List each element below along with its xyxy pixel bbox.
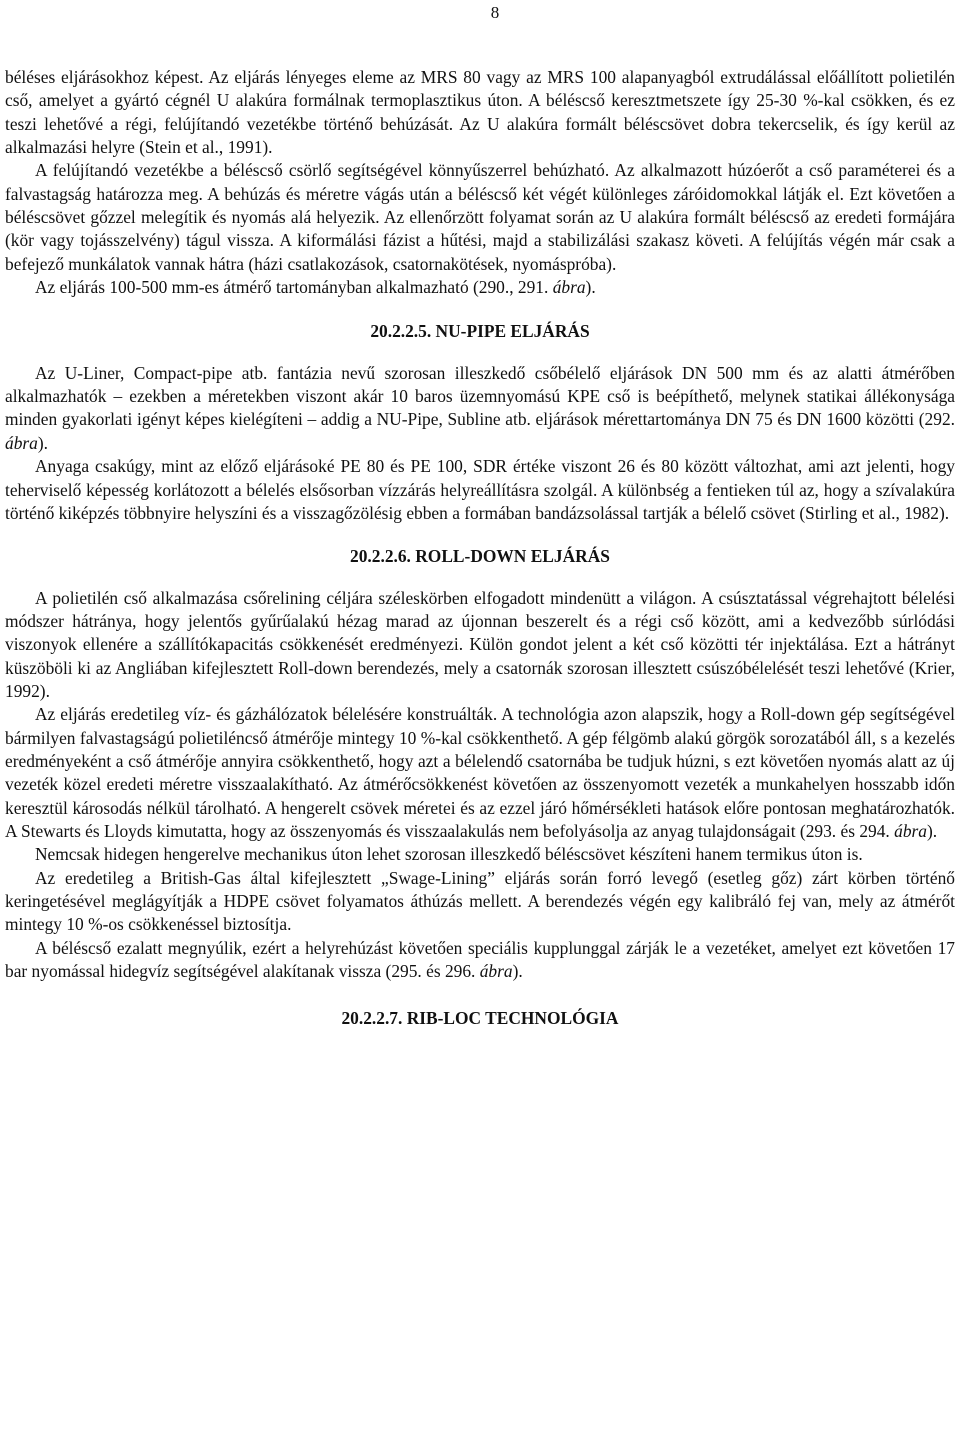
figure-reference: ábra xyxy=(479,961,513,982)
paragraph-text: Az U-Liner, Compact-pipe atb. fantázia nevű szorosan illeszkedő csőbélelő eljárások DN 500 mm és az alatti átmérőben alkalmazhatók – ezekben a méretekben viszont akár 10 baros üzemnyomású KPE cső is beépíthető, melynek statikai állékonysága minden gyakorlati igényt képes kielégíteni – addig a NU-Pipe, Subline atb. eljárások mérettartománya DN 75 és DN 1600 közötti (292. xyxy=(5,362,955,430)
paragraph: A polietilén cső alkalmazása csőrelining céljára széleskörben elfogadott mindenütt a világon. A csúsztatással végrehajtott bélelési módszer hátránya, hogy jelentős gyűrűalakú hézag marad az újonnan beszerelt és a régi cső között, ami a kedvezőbb súrlódási viszonyok ellenére a szállítókapacitás csökkenését eredményezi. Külön gondot jelent a két cső közötti tér injektálása. Ezt a hátrányt küszöböli ki az Angliában kifejlesztett Roll-down berendezés, mely a csatornák szorosan illesztett csúszóbélelését teszi lehetővé (Krier, 1992). xyxy=(5,587,955,701)
section-heading: 20.2.2.6. ROLL-DOWN ELJÁRÁS xyxy=(350,546,610,567)
paragraph xyxy=(5,276,955,299)
paragraph: Az eredetileg a British-Gas által kifejlesztett „Swage-Lining” eljárás során forró levegő (esetleg gőz) zárt körben történő keringetésével meglágyítják a HDPE csövet folyamatos áthúzás mellett. A berendezés végén egy kalibráló fej van, mely az átmérőt mintegy 10 %-os csökkenéssel biztosítja. xyxy=(5,867,955,935)
paragraph xyxy=(5,937,955,984)
paragraph: A felújítandó vezetékbe a béléscső csörlő segítségével könnyűszerrel behúzható. Az alkalmazott húzóerőt a cső paraméterei és a falvastagság határozza meg. A behúzás és méretre vágás után a béléscső két végét különleges záróidomokkal látják el. Ezt követően a béléscsövet gőzzel melegítik és nyomás alá helyezik. Az ellenőrzött folyamat során az U alakúra formált béléscső az eredeti formájára (kör vagy tojásszelvény) tágul vissza. A kiformálási fázist a hűtési, majd a stabilizálási szakasz követi. A felújítás végén már csak a befejező munkálatok vannak hátra (házi csatlakozások, csatornakötések, nyomáspróba). xyxy=(5,160,955,274)
paragraph-text: Az eljárás eredetileg víz- és gázhálózatok bélelésére konstruálták. A technológia azon alapszik, hogy a Roll-down gép segítségével bármilyen falvastagságú polietiléncső átmérője mintegy 10 %-kal csökkenthető. A gép félgömb alakú görgök sorozatából áll, s a kezelés eredményeként a cső átmérője annyira csökkenthető, hogy azt a bélelendő csatornába be tudjuk húzni, s ezt követően nyomás alatt az új vezeték közel eredeti méretre visszaalakítható. Az átmérőcsökkenést követően az összenyomott vezeték a munkahelyen hosszabb időn keresztül károsodás nélkül tárolható. A hengerelt csövek méretei és az ezzel járó hőmérsékleti hatások előre pontosan meghatározhatók. A Stewarts és Lloyds kimutatta, hogy az összenyomás és visszaalakulás nem befolyásolja az anyag tulajdonságait (293. és 294. xyxy=(5,704,955,841)
figure-reference: ábra xyxy=(5,432,38,453)
figure-reference: ábra xyxy=(552,277,586,298)
paragraph: Anyaga csakúgy, mint az előző eljárásoké PE 80 és PE 100, SDR értéke viszont 26 és 80 között változhat, ami azt jelenti, hogy teherviselő képesség korlátozott a bélelés elsősorban vízzárás helyreállításra szolgál. A különbség a fentieken túl az, hogy a szívalakúra történő kiképzés többnyire helyszíni és a visszagőzölésig ebben a formában bandázsolással tartják a bélelő csövet (Stirling et al., 1982). xyxy=(5,456,955,523)
paragraph xyxy=(5,362,955,455)
paragraph: béléses eljárásokhoz képest. Az eljárás lényeges eleme az MRS 80 vagy az MRS 100 alapanyagból extrudálással előállított polietilén cső, amelyet a gyártó cégnél U alakúra formálnak termoplasztikus úton. A béléscső keresztmetszete így 25-30 %-kal csökken, és ez teszi lehetővé a régi, felújítandó vezetékbe történő behúzását. Az U alakúra formált béléscsövet dobra tekercselik, és így kerül az alkalmazási helyre (Stein et al., 1991). xyxy=(5,67,955,158)
paragraph-text: ). xyxy=(585,277,596,298)
paragraph-text: ). xyxy=(512,961,523,982)
document-body xyxy=(5,66,955,1031)
paragraph-text: Az eljárás 100-500 mm-es átmérő tartományban alkalmazható (290., 291. xyxy=(35,277,553,298)
paragraph xyxy=(5,703,955,843)
paragraph-text: ). xyxy=(37,432,48,453)
section-heading: 20.2.2.7. RIB-LOC TECHNOLÓGIA xyxy=(341,1008,619,1029)
paragraph-text: A béléscső ezalatt megnyúlik, ezért a helyrehúzást követően speciális kupplunggal zárják le a vezetéket, amelyet ezt követően 17 bar nyomással hidegvíz segítségével alakítanak vissza (295. és 296. xyxy=(5,937,955,982)
page-number: 8 xyxy=(490,3,500,22)
section-heading: 20.2.2.5. NU-PIPE ELJÁRÁS xyxy=(370,321,590,342)
figure-reference: ábra xyxy=(894,820,927,841)
paragraph: Nemcsak hidegen hengerelve mechanikus úton lehet szorosan illeszkedő béléscsövet készíteni hanem termikus úton is. xyxy=(35,844,863,865)
paragraph-text: ). xyxy=(926,820,938,841)
